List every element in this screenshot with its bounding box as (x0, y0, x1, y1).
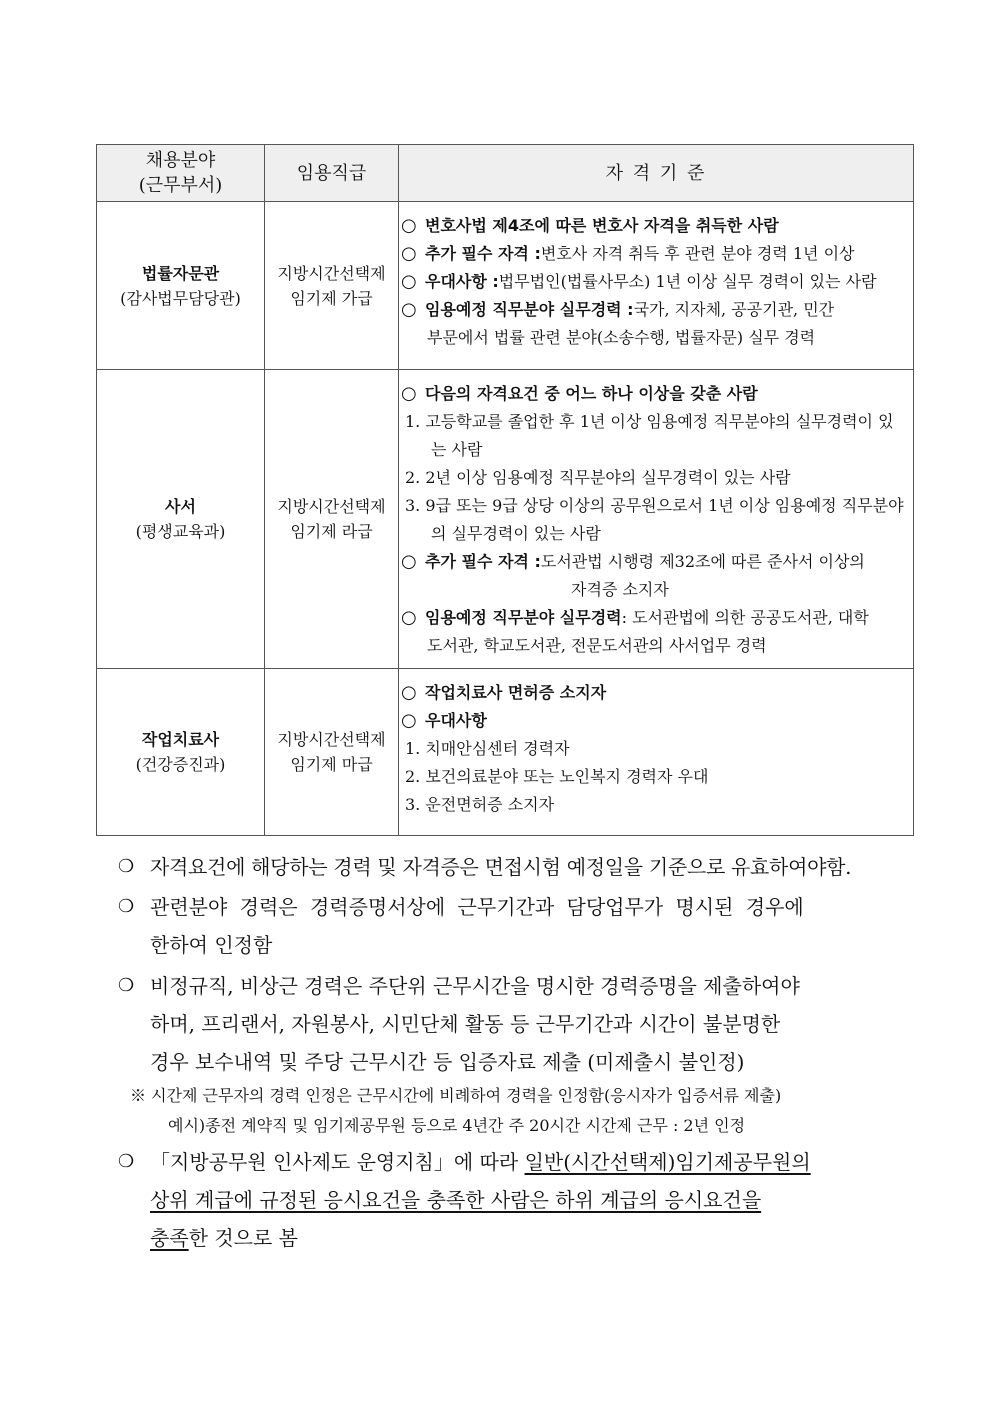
field-dept: (평생교육과) (135, 522, 226, 541)
criteria-line: ○ 추가 필수 자격 : 도서관법 시행령 제32조에 따른 준사서 이상의 (401, 551, 865, 572)
criteria-cell (399, 202, 914, 370)
note-cont: 경우 보수내역 및 주당 근무시간 등 입증자료 제출 (미제출시 불인정) (150, 1050, 745, 1074)
criteria-item: 2. 2년 이상 임용예정 직무분야의 실무경력이 있는 사람 (405, 468, 791, 487)
criteria-line-cont: 부문에서 법률 관련 분야(소송수행, 법률자문) 실무 경력 (427, 328, 816, 347)
bullet-icon: ❍ (118, 896, 135, 917)
criteria-line: ○ 추가 필수 자격 : 변호사 자격 취득 후 관련 분야 경력 1년 이상 (401, 243, 855, 264)
field-title: 법률자문관 (141, 263, 220, 283)
grade-cell: 지방시간선택제 임기제 가급 (265, 202, 399, 370)
criteria-line-cont: 자격증 소지자 (571, 580, 669, 599)
criteria-cell (399, 370, 914, 669)
notes-section (118, 848, 908, 1257)
header-field: 채용분야 (근무부서) (97, 145, 265, 202)
criteria-line: ○ 우대사항 : 법무법인(법률사무소) 1년 이상 실무 경력이 있는 사람 (401, 271, 877, 292)
note-cont: 충족한 것으로 봄 (150, 1226, 298, 1250)
field-dept: (감사법무담당관) (120, 288, 241, 308)
note-cont: 하며, 프리랜서, 자원봉사, 시민단체 활동 등 근무기간과 시간이 불분명한 (150, 1012, 781, 1036)
note-cont: 상위 계급에 규정된 응시요건을 충족한 사람은 하위 계급의 응시요건을 (150, 1188, 762, 1212)
criteria-item: 2. 보건의료분야 또는 노인복지 경력자 우대 (405, 767, 709, 786)
criteria-item: 3. 운전면허증 소지자 (405, 795, 555, 814)
qualification-table (96, 144, 914, 836)
note-item: ❍ 관련분야 경력은 경력증명서상에 근무기간과 담당업무가 명시된 경우에 (118, 888, 908, 926)
remark-line: 예시)종전 계약직 및 임기제공무원 등으로 4년간 주 20시간 시간제 근무 : 2년 인정 (168, 1116, 746, 1135)
header-grade: 임용직급 (265, 145, 399, 202)
field-cell (97, 202, 265, 370)
header-criteria: 자 격 기 준 (399, 145, 914, 202)
criteria-line-cont: 도서관, 학교도서관, 전문도서관의 사서업무 경력 (427, 636, 767, 655)
table-row (97, 202, 914, 370)
table-row (97, 370, 914, 669)
bullet-icon: ❍ (118, 1151, 135, 1172)
table-row (97, 669, 914, 836)
bullet-icon: ❍ (118, 975, 135, 996)
bullet-icon: ❍ (118, 856, 135, 877)
grade-cell: 지방시간선택제 임기제 라급 (265, 370, 399, 669)
criteria-item: 1. 치매안심센터 경력자 (405, 739, 570, 758)
criteria-item-cont: 는 사람 (431, 440, 483, 459)
note-cont: 한하여 인정함 (150, 933, 273, 957)
note-item: ❍ 비정규직, 비상근 경력은 주단위 근무시간을 명시한 경력증명을 제출하여야 (118, 967, 908, 1005)
note-item: ❍ 「지방공무원 인사제도 운영지침」에 따라 일반(시간선택제)임기제공무원의 (118, 1143, 908, 1181)
field-title: 작업치료사 (141, 730, 220, 749)
field-cell (97, 370, 265, 669)
criteria-cell (399, 669, 914, 836)
field-title: 사서 (165, 497, 196, 516)
criteria-item-cont: 의 실무경력이 있는 사람 (431, 524, 601, 543)
criteria-line: ○ 임용예정 직무분야 실무경력 : 도서관법에 의한 공공도서관, 대학 (401, 607, 869, 628)
criteria-line: ○ 우대사항 (401, 710, 487, 731)
criteria-line: ○ 임용예정 직무분야 실무경력 : 국가, 지자체, 공공기관, 민간 (401, 299, 835, 320)
grade-cell: 지방시간선택제 임기제 마급 (265, 669, 399, 836)
criteria-item: 3. 9급 또는 9급 상당 이상의 공무원으로서 1년 이상 임용예정 직무분야 (405, 496, 904, 515)
criteria-line: ○ 작업치료사 면허증 소지자 (401, 682, 607, 703)
table-header-row (97, 145, 914, 202)
remark-line: ※ 시간제 근무자의 경력 인정은 근무시간에 비례하여 경력을 인정함(응시자가 입증서류 제출) (130, 1086, 782, 1105)
criteria-line: ○ 다음의 자격요건 중 어느 하나 이상을 갖춘 사람 (401, 383, 758, 404)
field-cell (97, 669, 265, 836)
note-item: ❍ 자격요건에 해당하는 경력 및 자격증은 면접시험 예정일을 기준으로 유효하여야함. (118, 848, 908, 886)
criteria-item: 1. 고등학교를 졸업한 후 1년 이상 임용예정 직무분야의 실무경력이 있 (405, 412, 894, 431)
criteria-line: ○ 변호사법 제4조에 따른 변호사 자격을 취득한 사람 (401, 215, 779, 236)
field-dept: (건강증진과) (135, 755, 226, 774)
